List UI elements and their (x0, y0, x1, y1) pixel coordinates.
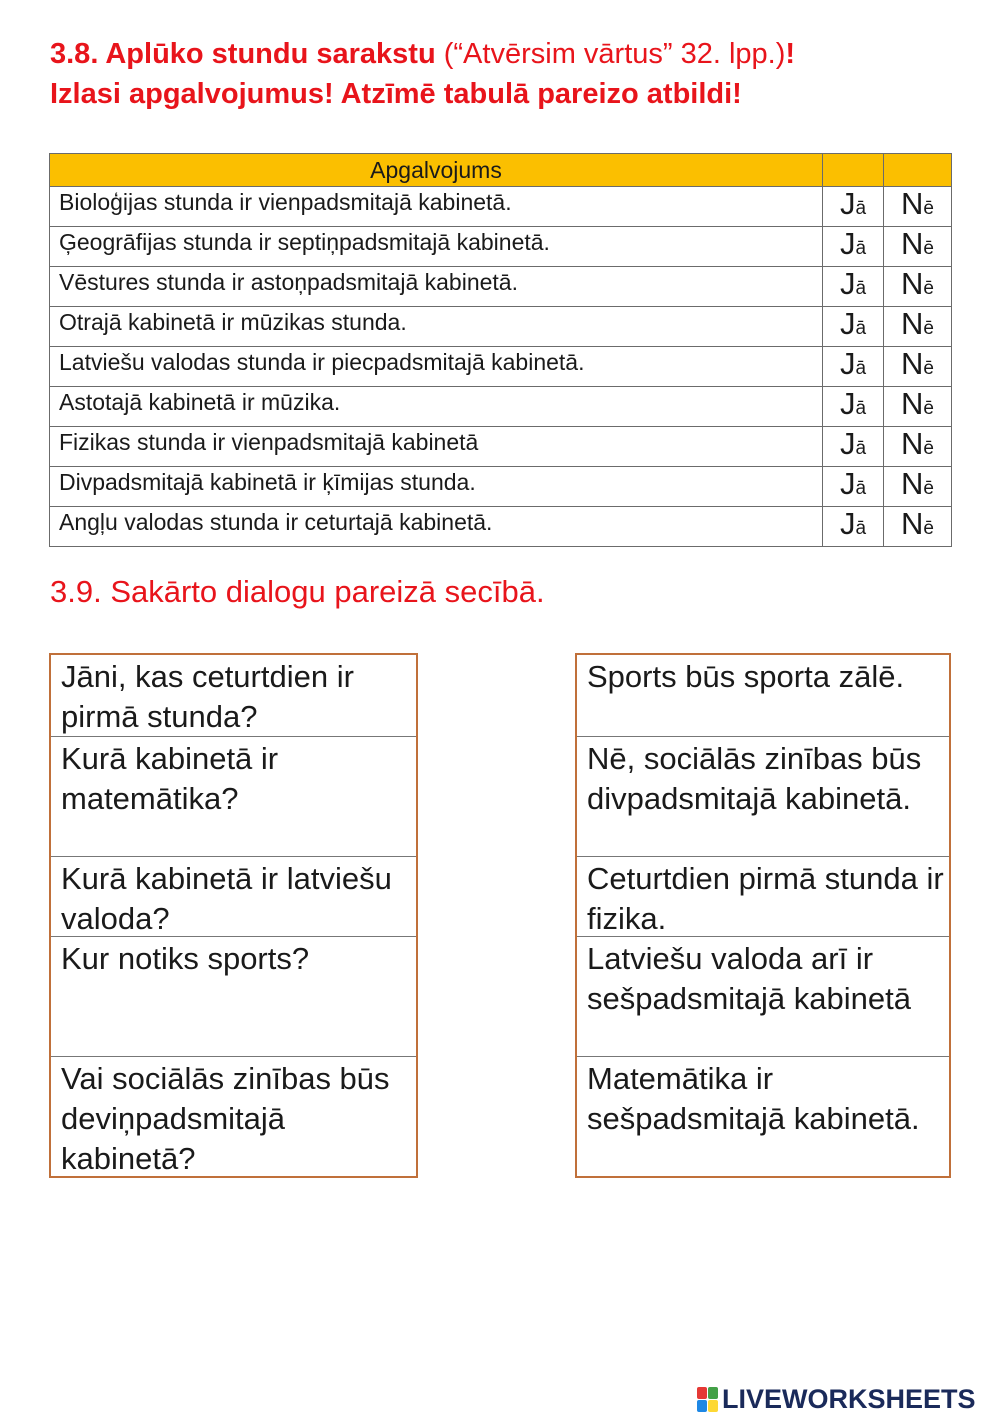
answer-yes-cell (823, 187, 884, 227)
answer-no-letter: N (901, 266, 924, 301)
answer-no-suffix: ē (923, 478, 934, 499)
answer-yes-cell (823, 467, 884, 507)
answer-cell[interactable]: Sports būs sporta zālē. (577, 655, 949, 737)
answer-yes-button[interactable] (840, 507, 866, 546)
answer-no-letter: N (901, 426, 924, 461)
question-cell[interactable]: Kurā kabinetā ir latviešu valoda? (51, 857, 416, 937)
statement-text: Otrajā kabinetā ir mūzikas stunda. (50, 307, 823, 347)
table-header-statement: Apgalvojums (50, 154, 823, 187)
questions-column (49, 653, 418, 1178)
answer-no-letter: N (901, 506, 924, 541)
answer-yes-cell (823, 427, 884, 467)
answer-yes-suffix: ā (855, 398, 867, 419)
answer-cell[interactable]: Ceturtdien pirmā stunda ir fizika. (577, 857, 949, 937)
answer-no-letter: N (901, 386, 924, 421)
answer-yes-suffix: ā (855, 438, 867, 459)
answer-no-suffix: ē (923, 278, 934, 299)
answer-yes-suffix: ā (855, 518, 867, 539)
answer-no-letter: N (901, 466, 924, 501)
answer-no-cell (884, 427, 952, 467)
question-cell[interactable]: Jāni, kas ceturtdien ir pirmā stunda? (51, 655, 416, 737)
answer-yes-cell (823, 227, 884, 267)
statement-text: Astotajā kabinetā ir mūzika. (50, 387, 823, 427)
answer-yes-button[interactable] (840, 387, 866, 426)
answer-no-suffix: ē (923, 238, 934, 259)
logo-square (697, 1387, 707, 1399)
answer-yes-button[interactable] (840, 427, 866, 466)
answer-yes-button[interactable] (840, 347, 866, 386)
answer-yes-suffix: ā (855, 358, 867, 379)
question-cell[interactable]: Kurā kabinetā ir matemātika? (51, 737, 416, 857)
table-header-empty-1 (823, 154, 884, 187)
answer-no-letter: N (901, 226, 924, 261)
answer-cell[interactable]: Latviešu valoda arī ir sešpadsmitajā kabinetā (577, 937, 949, 1057)
answers-column (575, 653, 951, 1178)
answer-no-button[interactable] (901, 387, 934, 426)
statement-text: Bioloģijas stunda ir vienpadsmitajā kabinetā. (50, 187, 823, 227)
answer-yes-letter: J (839, 386, 856, 421)
answer-no-button[interactable] (901, 467, 934, 506)
answer-no-letter: N (901, 306, 924, 341)
statements-table (49, 153, 952, 547)
answer-no-cell (884, 467, 952, 507)
title-line-2: Izlasi apgalvojumus! Atzīmē tabulā pareizo atbildi! (50, 78, 742, 110)
answer-no-cell (884, 227, 952, 267)
answer-no-button[interactable] (901, 267, 934, 306)
answer-yes-letter: J (839, 506, 856, 541)
answer-no-suffix: ē (923, 518, 934, 539)
answer-no-cell (884, 267, 952, 307)
answer-yes-button[interactable] (840, 307, 866, 346)
answer-no-suffix: ē (923, 438, 934, 459)
table-row (50, 427, 952, 467)
answer-cell[interactable]: Nē, sociālās zinības būs divpadsmitajā kabinetā. (577, 737, 949, 857)
table-row (50, 387, 952, 427)
answer-yes-cell (823, 507, 884, 547)
liveworksheets-logo (697, 1385, 976, 1413)
answer-no-button[interactable] (901, 187, 934, 226)
answer-no-cell (884, 507, 952, 547)
table-header-empty-2 (884, 154, 952, 187)
table-header-row (50, 154, 952, 187)
answer-yes-suffix: ā (855, 238, 867, 259)
answer-yes-button[interactable] (840, 467, 866, 506)
table-row (50, 227, 952, 267)
statement-text: Divpadsmitajā kabinetā ir ķīmijas stunda. (50, 467, 823, 507)
answer-yes-cell (823, 387, 884, 427)
answer-no-letter: N (901, 186, 924, 221)
answer-yes-suffix: ā (855, 478, 867, 499)
answer-no-button[interactable] (901, 507, 934, 546)
answer-yes-letter: J (839, 306, 856, 341)
answer-no-suffix: ē (923, 318, 934, 339)
table-row (50, 347, 952, 387)
answer-no-suffix: ē (923, 358, 934, 379)
answer-no-cell (884, 387, 952, 427)
answer-yes-letter: J (839, 466, 856, 501)
answer-yes-letter: J (839, 426, 856, 461)
answer-yes-button[interactable] (840, 227, 866, 266)
answer-no-suffix: ē (923, 198, 934, 219)
answer-no-suffix: ē (923, 398, 934, 419)
logo-square (697, 1400, 707, 1412)
answer-yes-button[interactable] (840, 187, 866, 226)
answer-yes-letter: J (839, 346, 856, 381)
title-line-1: 3.8. Aplūko stundu sarakstu (“Atvērsim vārtus” 32. lpp.)! (50, 38, 796, 70)
answer-no-cell (884, 187, 952, 227)
table-row (50, 507, 952, 547)
question-cell[interactable]: Vai sociālās zinības būs deviņpadsmitajā kabinetā? (61, 1061, 390, 1176)
answer-no-button[interactable] (901, 347, 934, 386)
table-row (50, 267, 952, 307)
answer-no-cell (884, 347, 952, 387)
answer-yes-button[interactable] (840, 267, 866, 306)
statement-text: Vēstures stunda ir astoņpadsmitajā kabinetā. (50, 267, 823, 307)
statement-text: Angļu valodas stunda ir ceturtajā kabinetā. (50, 507, 823, 547)
question-cell[interactable]: Kur notiks sports? (51, 937, 416, 1057)
logo-text: LIVEWORKSHEETS (722, 1383, 976, 1414)
statement-text: Latviešu valodas stunda ir piecpadsmitajā kabinetā. (50, 347, 823, 387)
exercise-3-8-title (50, 34, 970, 114)
answer-no-cell (884, 307, 952, 347)
answer-no-button[interactable] (901, 427, 934, 466)
answer-no-letter: N (901, 346, 924, 381)
statement-text: Ģeogrāfijas stunda ir septiņpadsmitajā kabinetā. (50, 227, 823, 267)
answer-no-button[interactable] (901, 227, 934, 266)
answer-yes-suffix: ā (855, 278, 867, 299)
logo-square (708, 1387, 718, 1399)
answer-yes-letter: J (839, 266, 856, 301)
liveworksheets-logo-icon (697, 1387, 718, 1412)
answer-yes-cell (823, 347, 884, 387)
exercise-3-9-title: 3.9. Sakārto dialogu pareizā secībā. (50, 574, 545, 609)
table-row (50, 307, 952, 347)
table-row (50, 467, 952, 507)
answer-yes-letter: J (839, 226, 856, 261)
answer-cell[interactable]: Matemātika ir sešpadsmitajā kabinetā. (587, 1061, 920, 1136)
logo-square (708, 1400, 718, 1412)
answer-no-button[interactable] (901, 307, 934, 346)
answer-yes-cell (823, 267, 884, 307)
answer-yes-suffix: ā (855, 198, 867, 219)
table-row (50, 187, 952, 227)
statement-text: Fizikas stunda ir vienpadsmitajā kabinetā (50, 427, 823, 467)
answer-yes-letter: J (839, 186, 856, 221)
answer-yes-cell (823, 307, 884, 347)
answer-yes-suffix: ā (855, 318, 867, 339)
